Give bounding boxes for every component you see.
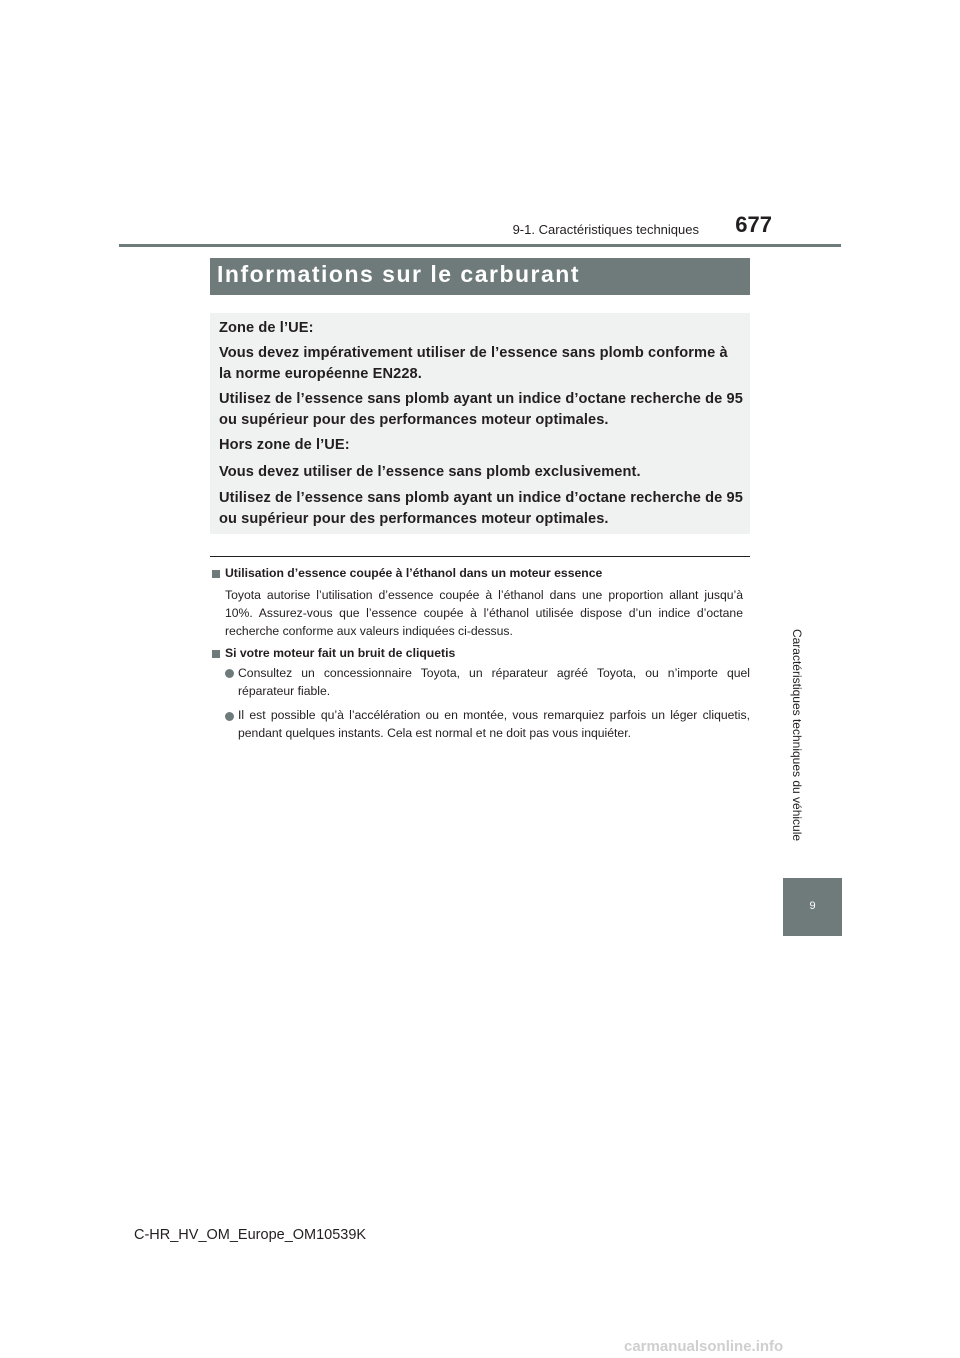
square-bullet-icon bbox=[212, 570, 220, 578]
info-line-eu-zone: Zone de l’UE: bbox=[219, 320, 314, 336]
ethanol-heading: Utilisation d’essence coupée à l’éthanol dans un moteur essence bbox=[225, 566, 603, 580]
section-divider bbox=[210, 556, 750, 557]
section-reference: 9-1. Caractéristiques techniques bbox=[512, 222, 699, 237]
document-code: C-HR_HV_OM_Europe_OM10539K bbox=[134, 1227, 367, 1243]
info-line-en228: Vous devez impérativement utiliser de l’essence sans plomb conforme à la norme européenne EN228. bbox=[219, 345, 728, 382]
info-line-octane-eu: Utilisez de l’essence sans plomb ayant un indice d’octane recherche de 95 ou supérieur pour des performances moteur optimales. bbox=[219, 391, 743, 428]
page-number: 677 bbox=[735, 212, 772, 237]
square-bullet-icon bbox=[212, 650, 220, 658]
header-rule bbox=[119, 244, 841, 247]
info-line-octane-non-eu: Utilisez de l’essence sans plomb ayant un indice d’octane recherche de 95 ou supérieur pour des performances moteur optimales. bbox=[219, 490, 743, 527]
title-bar bbox=[210, 258, 750, 295]
knocking-heading: Si votre moteur fait un bruit de cliquetis bbox=[225, 646, 456, 660]
side-tab-text: Caractéristiques techniques du véhicule bbox=[790, 628, 804, 842]
chapter-tab bbox=[783, 878, 842, 936]
round-bullet-icon bbox=[225, 669, 234, 678]
knocking-bullet-dealer: Consultez un concessionnaire Toyota, un réparateur agréé Toyota, ou n’importe quel réparateur fiable. bbox=[238, 666, 750, 698]
page-title: Informations sur le carburant bbox=[217, 261, 581, 287]
page-header bbox=[0, 212, 840, 238]
side-tab-label bbox=[783, 595, 811, 875]
info-line-unleaded: Vous devez utiliser de l’essence sans plomb exclusivement. bbox=[219, 464, 641, 480]
knocking-bullet-normal: Il est possible qu’à l’accélération ou en montée, vous remarquiez parfois un léger cliquetis, pendant quelques instants. Cela est normal et ne doit pas vous inquiéter. bbox=[238, 708, 750, 740]
ethanol-paragraph: Toyota autorise l’utilisation d’essence coupée à l’éthanol dans une proportion allant jusqu’à 10%. Assurez-vous que l’essence coupée à l’éthanol utilisée dispose d’un indice d’octane recherche conforme aux valeurs indiquées ci-dessus. bbox=[225, 588, 743, 638]
info-line-non-eu-zone: Hors zone de l’UE: bbox=[219, 437, 350, 453]
round-bullet-icon bbox=[225, 712, 234, 721]
watermark: carmanualsonline.info bbox=[624, 1338, 784, 1355]
fuel-info-box bbox=[210, 313, 750, 534]
chapter-number: 9 bbox=[809, 900, 816, 912]
